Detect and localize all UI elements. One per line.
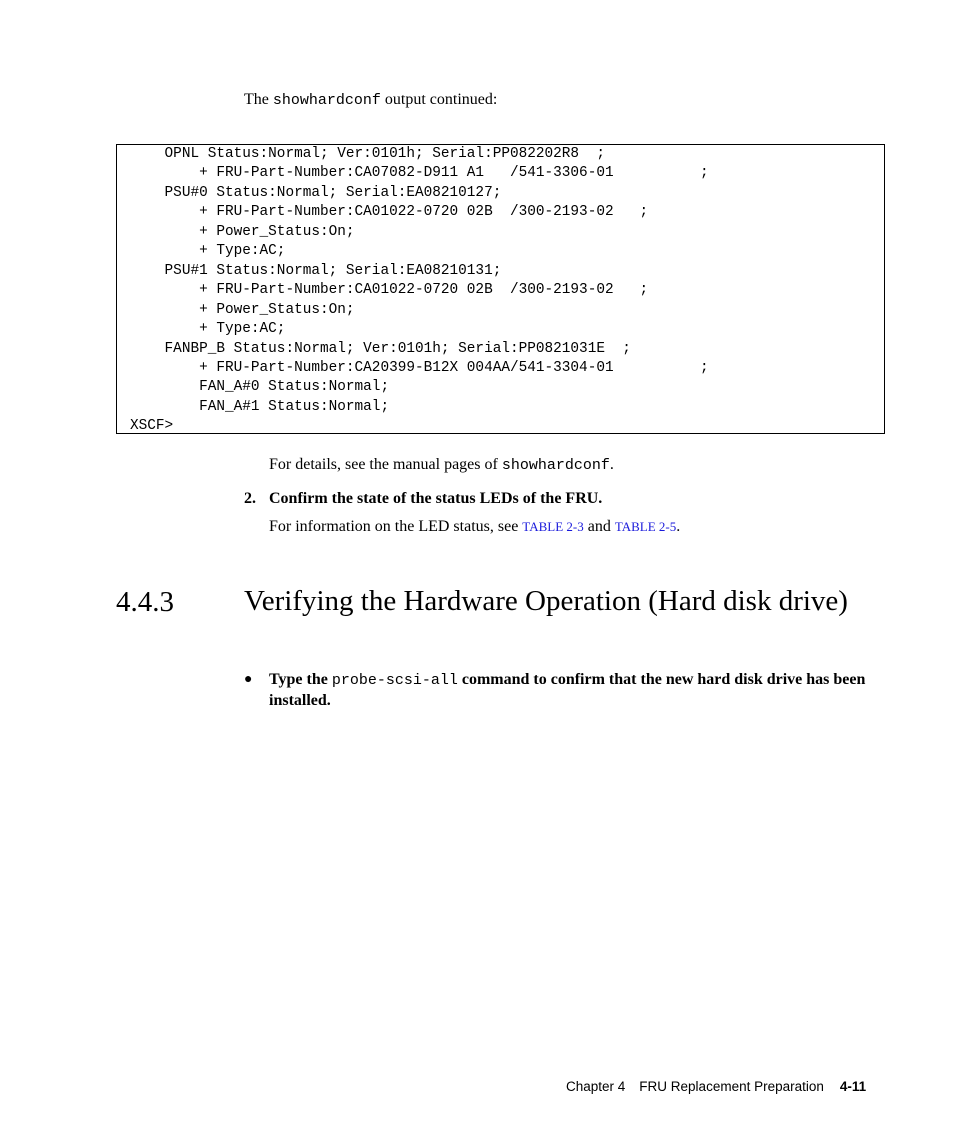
led-info-suffix: . xyxy=(676,518,681,535)
code-line: + Power_Status:On; xyxy=(130,223,355,240)
details-suffix: . xyxy=(609,456,614,473)
table-2-3-link[interactable]: TABLE 2-3 xyxy=(522,519,584,534)
page-number: 4-11 xyxy=(839,1079,867,1094)
code-output-box xyxy=(116,144,885,434)
led-info-middle: and xyxy=(583,518,615,535)
led-info-prefix: For information on the LED status, see xyxy=(269,518,523,535)
intro-command: showhardconf xyxy=(272,92,381,109)
page-footer xyxy=(566,1078,866,1096)
code-line: FAN_A#1 Status:Normal; xyxy=(130,398,390,415)
code-prompt: XSCF> xyxy=(130,418,174,435)
step-text: Confirm the state of the status LEDs of the FRU. xyxy=(269,490,603,507)
details-prefix: For details, see the manual pages of xyxy=(269,456,502,473)
intro-sentence xyxy=(244,90,497,111)
code-line: + FRU-Part-Number:CA20399-B12X 004AA/541-3304-01 ; xyxy=(130,359,709,376)
led-info-paragraph xyxy=(269,517,680,537)
code-line: PSU#0 Status:Normal; Serial:EA08210127; xyxy=(130,184,502,201)
code-line: + Type:AC; xyxy=(130,243,286,260)
bullet-suffix: command to confirm that the new hard disk drive has been installed. xyxy=(269,671,866,709)
code-line: + Type:AC; xyxy=(130,321,286,338)
bullet-prefix: Type the xyxy=(269,671,332,688)
footer-title: FRU Replacement Preparation xyxy=(639,1079,824,1094)
code-output xyxy=(130,145,709,437)
details-command: showhardconf xyxy=(501,457,610,474)
code-line: + FRU-Part-Number:CA01022-0720 02B /300-2193-02 ; xyxy=(130,204,649,221)
table-2-5-link[interactable]: TABLE 2-5 xyxy=(614,519,677,534)
section-title: Verifying the Hardware Operation (Hard disk drive) xyxy=(244,585,848,617)
code-line: + Power_Status:On; xyxy=(130,301,355,318)
code-line: + FRU-Part-Number:CA07082-D911 A1 /541-3306-01 ; xyxy=(130,165,709,182)
bullet-command: probe-scsi-all xyxy=(331,672,458,689)
details-paragraph xyxy=(269,455,614,476)
code-line: FANBP_B Status:Normal; Ver:0101h; Serial:PP0821031E ; xyxy=(130,340,631,357)
step-number: 2. xyxy=(244,490,256,507)
intro-prefix: The xyxy=(244,91,273,108)
code-line: + FRU-Part-Number:CA01022-0720 02B /300-2193-02 ; xyxy=(130,282,649,299)
code-line: OPNL Status:Normal; Ver:0101h; Serial:PP082202R8 ; xyxy=(130,146,605,162)
bullet-icon: ● xyxy=(244,672,253,687)
section-number: 4.4.3 xyxy=(116,586,174,618)
intro-suffix: output continued: xyxy=(380,91,498,108)
step-2 xyxy=(244,489,602,509)
bullet-instruction xyxy=(269,670,899,711)
code-line: PSU#1 Status:Normal; Serial:EA08210131; xyxy=(130,262,502,279)
code-line: FAN_A#0 Status:Normal; xyxy=(130,379,390,396)
footer-chapter: Chapter 4 xyxy=(566,1079,626,1094)
